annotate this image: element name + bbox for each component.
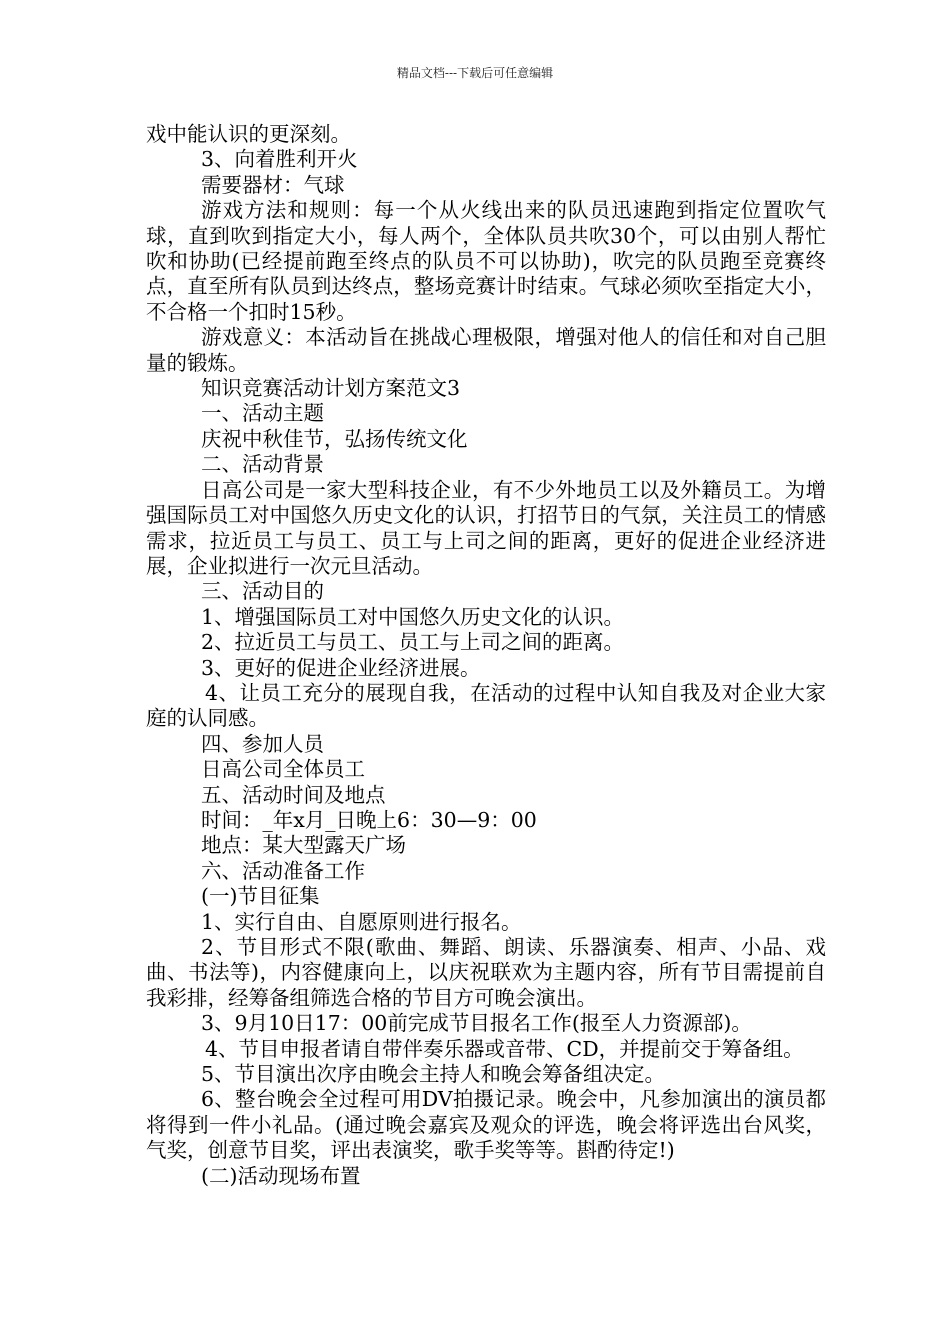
- list-item: 4、让员工充分的展现自我，在活动的过程中认知自我及对企业大家庭的认同感。: [146, 680, 826, 731]
- paragraph: 需要器材：气球: [201, 172, 345, 197]
- section-title: 知识竞赛活动计划方案范文3: [201, 376, 461, 401]
- list-item: 2、节目形式不限(歌曲、舞蹈、朗读、乐器演奏、相声、小品、戏曲、书法等)，内容健康向上，以庆祝联欢为主题内容，所有节目需提前自我彩排，经筹备组筛选合格的节目方可晚会演出。: [146, 935, 826, 1010]
- paragraph: 时间：_年x月_日晚上6：30—9：00: [201, 807, 537, 832]
- paragraph: 游戏方法和规则：每一个从火线出来的队员迅速跑到指定位置吹气球，直到吹到指定大小，每人两个，全体队员共吹30个，可以由别人帮忙吹和协助(已经提前跑至终点的队员不可以协助)，吹完的队员跑至竞赛终点，直至所有队员到达终点，整场竞赛计时结束。气球必须吹至指定大小，不合格一个扣时15秒。: [146, 198, 826, 324]
- paragraph: 3、向着胜利开火: [201, 147, 358, 172]
- list-item: 6、整台晚会全过程可用DV拍摄记录。晚会中，凡参加演出的演员都将得到一件小礼品。(通过晚会嘉宾及观众的评选，晚会将评选出台风奖，气奖，创意节目奖，评出表演奖，歌手奖等等。斟酌待定!): [146, 1087, 826, 1163]
- paragraph: 游戏意义：本活动旨在挑战心理极限，增强对他人的信任和对自己胆量的锻炼。: [146, 325, 826, 375]
- section-heading: 一、活动主题: [201, 401, 324, 426]
- section-heading: 二、活动背景: [201, 452, 324, 477]
- subsection-heading: (二)活动现场布置: [201, 1163, 361, 1188]
- paragraph: 庆祝中秋佳节，弘扬传统文化: [201, 426, 468, 451]
- list-item: 4、节目申报者请自带伴奏乐器或音带、CD，并提前交于筹备组。: [205, 1036, 804, 1061]
- paragraph: 地点：某大型露天广场: [201, 833, 406, 858]
- list-item: 1、实行自由、自愿原则进行报名。: [201, 909, 522, 934]
- list-item: 5、节目演出次序由晚会主持人和晚会筹备组决定。: [201, 1062, 666, 1087]
- list-item: 2、拉近员工与员工、员工与上司之间的距离。: [201, 630, 625, 655]
- paragraph: 戏中能认识的更深刻。: [146, 122, 351, 146]
- section-heading: 五、活动时间及地点: [201, 782, 386, 807]
- subsection-heading: (一)节目征集: [201, 884, 320, 909]
- paragraph: 日高公司是一家大型科技企业，有不少外地员工以及外籍员工。为增强国际员工对中国悠久历史文化的认识，打招节日的气氛，关注员工的情感需求，拉近员工与员工、员工与上司之间的距离，更好的促进企业经济进展，企业拟进行一次元旦活动。: [146, 477, 826, 578]
- list-item: 3、9月10日17：00前完成节目报名工作(报至人力资源部)。: [201, 1011, 752, 1036]
- section-heading: 六、活动准备工作: [201, 858, 365, 883]
- section-heading: 三、活动目的: [201, 579, 324, 604]
- list-item: 3、更好的促进企业经济进展。: [201, 655, 481, 680]
- list-item: 1、增强国际员工对中国悠久历史文化的认识。: [201, 604, 625, 629]
- page-header: 精品文档---下载后可任意编辑: [396, 66, 554, 80]
- paragraph: 日高公司全体员工: [201, 757, 365, 782]
- document-body: [146, 122, 826, 1189]
- section-heading: 四、参加人员: [201, 731, 324, 756]
